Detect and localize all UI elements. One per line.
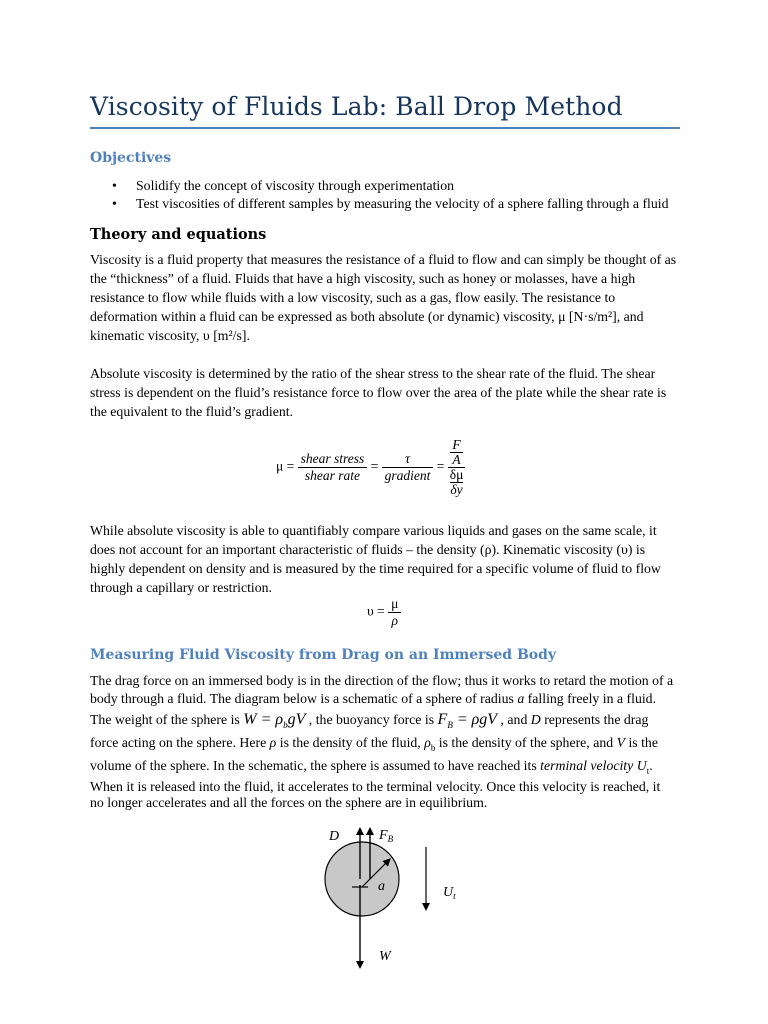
absolute-viscosity-equation: μ = $\frac{\text{shear stress}}{\text{shear rate}}$ = $\frac{\tau}{\text{gradient}}$ = F A δμ δy (276, 437, 464, 497)
objectives-heading: Objectives (90, 150, 172, 166)
label-ut: $U_t$ (443, 885, 456, 901)
theory-paragraph-3: While absolute viscosity is able to quantifiably compare various liquids and gases on the same scale, it does not account for an important characteristic of fluids – the density (ρ). Kinematic viscosity (υ) is highly dependent on density and is measured by the time required for a specific volume of fluid to flow through a capillary or restriction. (90, 523, 661, 595)
buoyancy-formula: $F_B = \rho gV$ (437, 711, 498, 731)
label-fb: $F_B$ (379, 828, 394, 844)
fraction-tau: $\frac{\tau}{\text{gradient}}$ (382, 451, 434, 484)
page-title: Viscosity of Fluids Lab: Ball Drop Method (90, 92, 623, 121)
label-w: W (379, 949, 391, 964)
list-item: • Test viscosities of different samples by measuring the velocity of a sphere falling through a fluid (112, 196, 669, 211)
theory-paragraph-2: Absolute viscosity is determined by the ratio of the shear stress to the shear rate of the fluid. The shear stress is dependent on the fluid’s resistance force to flow over the area of the plate while the shear rate is the equivalent to the fluid’s gradient. (90, 366, 667, 419)
fraction-shear: $\frac{\text{shear stress}}{\text{shear rate}}$ (298, 451, 368, 484)
label-a: a (378, 879, 385, 894)
title-underline (90, 127, 680, 129)
drag-heading: Measuring Fluid Viscosity from Drag on an Immersed Body (90, 647, 557, 663)
bullet-icon: • (112, 196, 117, 211)
bullet-icon: • (112, 178, 117, 193)
fraction-force-area: F A δμ δy (449, 437, 464, 497)
label-d: D (329, 829, 340, 844)
theory-heading: Theory and equations (90, 226, 267, 243)
objectives-list (90, 177, 690, 213)
theory-paragraph-1: Viscosity is a fluid property that measures the resistance of a fluid to flow and can simply be thought of as the “thickness” of a fluid. Fluids that have a high viscosity, such as honey or molasses, have a high resistance to flow while fluids with a low viscosity, such as a gas, flow easily. The resistance to deformation within a fluid can be expressed as both absolute (or dynamic) viscosity, μ [N·s/m²], and kinematic viscosity, υ [m²/s]. (90, 252, 677, 343)
weight-formula: $W = \rho_bgV$ (243, 711, 306, 731)
drag-paragraph: The drag force on an immersed body is in the direction of the flow; thus it works to retard the motion of a body through a fluid. The diagram below is a schematic of a sphere of radius a falling freely in a fluid. The weight of the sphere is $W = \rho_bgV$ , the buoyancy force is $F_B = \rho gV$ , and D represents the drag force acting on the sphere. Here ρ is the density of the fluid, $\rho_b$ is the density of the sphere, and V is the volume of the sphere. In the schematic, the sphere is assumed to have reached its terminal velocity $U_t$. When it is released into the fluid, it accelerates to the terminal velocity. Once this velocity is reached, it no longer accelerates and all the forces on the sphere are in equilibrium. (90, 673, 674, 810)
list-item: • Solidify the concept of viscosity through experimentation (112, 178, 455, 193)
falling-sphere-diagram (310, 815, 470, 975)
kinematic-viscosity-equation: υ = $\frac{\mu}{\rho}$ (367, 596, 401, 629)
sphere (325, 842, 399, 916)
